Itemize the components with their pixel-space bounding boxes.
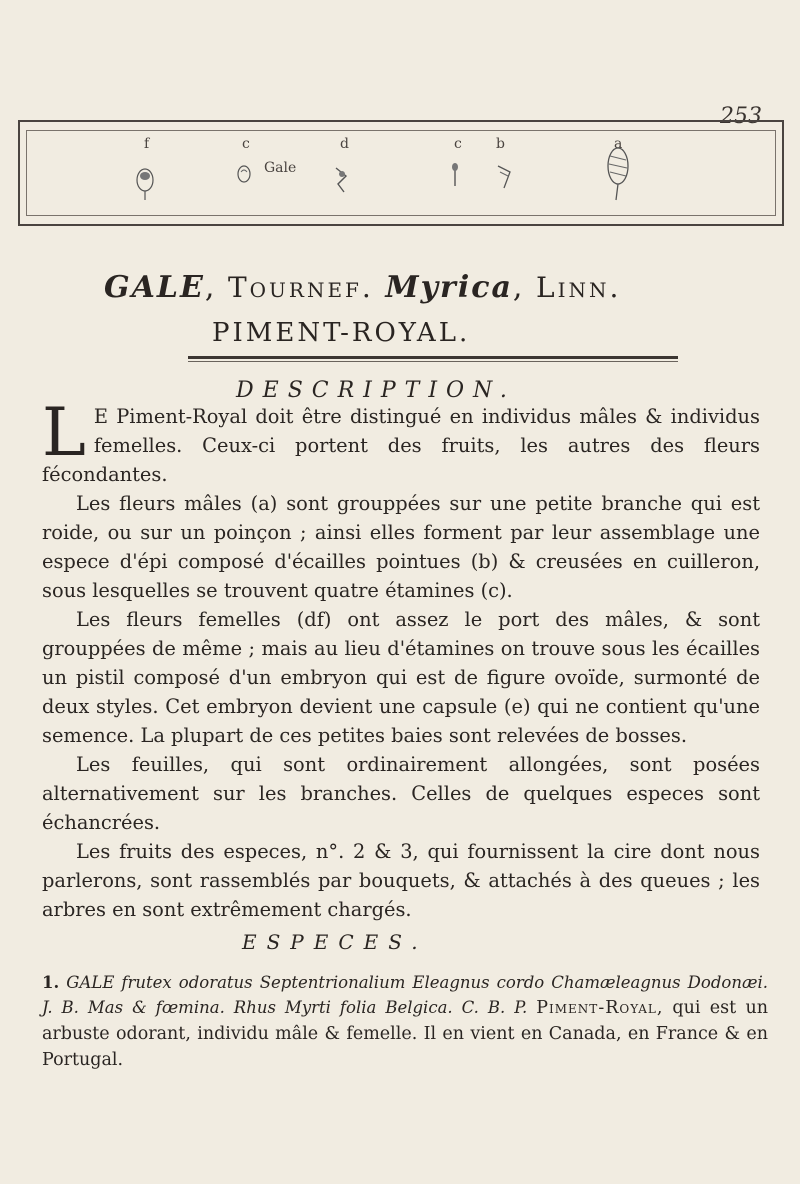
description-title: DESCRIPTION. xyxy=(236,378,516,403)
stamen-drawing xyxy=(446,162,464,192)
common-name-heading: PIMENT-ROYAL. xyxy=(212,318,471,348)
description-body xyxy=(42,394,760,924)
entry-french-name: Piment-Royal, xyxy=(536,998,664,1018)
drop-cap: L xyxy=(42,394,86,471)
article-headline xyxy=(104,270,764,305)
capsule-drawing xyxy=(234,162,254,192)
male-catkin-drawing xyxy=(600,144,640,204)
entry-latin-synonyms: GALE frutex odoratus Septentrionalium Eleagnus cordo Chamæleagnus Dodonæi. J. B. Mas & fœmina. Rhus Myrti folia Belgica. C. B. P. xyxy=(42,973,768,1017)
page-number: 253 xyxy=(720,104,762,129)
genus-name: GALE xyxy=(104,270,205,305)
figure-letter-c1: c xyxy=(242,136,250,152)
female-scale-drawing xyxy=(332,162,352,198)
alt-genus-name: Myrica xyxy=(385,270,513,305)
especes-title: ESPECES. xyxy=(242,930,428,954)
paragraph-1 xyxy=(42,394,760,489)
headline-comma-2: , xyxy=(512,270,525,305)
entry-french-text: qui est un arbuste odorant, individu mâle & femelle. Il en vient en Canada, en France & en Portugal. xyxy=(42,998,769,1070)
figure-letter-d: d xyxy=(340,136,349,152)
author-linnaeus: Linn. xyxy=(536,271,622,304)
author-tournefort: Tournef. xyxy=(227,271,374,304)
paragraph-5: Les fruits des especes, n°. 2 & 3, qui fournissent la cire dont nous parlerons, sont rassemblés par bouquets, & attachés à des queues ; les arbres en sont extrêmement chargés. xyxy=(42,840,760,921)
paragraph-4: Les feuilles, qui sont ordinairement allongées, sont posées alternativement sur les branches. Celles de quelques especes sont échancrées. xyxy=(42,753,760,834)
heading-rule-thin xyxy=(188,361,678,362)
female-flower-drawing xyxy=(132,162,158,202)
species-entry-1 xyxy=(42,970,768,1073)
headline-comma-1: , xyxy=(204,270,217,305)
paragraph-2: Les fleurs mâles (a) sont grouppées sur une petite branche qui est roide, ou sur un poinçon ; ainsi elles forment par leur assemblage une espece d'épi composé d'écailles pointues (b) & creusées en cuilleron, sous lesquelles se trouvent quatre étamines (c). xyxy=(42,492,760,602)
paragraph-3: Les fleurs femelles (df) ont assez le port des mâles, & sont grouppées de même ; mais au lieu d'étamines on trouve sous les écailles un pistil composé d'un embryon qui est de figure ovoïde, surmonté de deux styles. Cet embryon devient une capsule (e) qui ne contient qu'une semence. La plupart de ces petites baies sont relevées de bosses. xyxy=(42,608,760,747)
figure-letter-b: b xyxy=(496,136,505,152)
entry-number: 1. xyxy=(42,973,60,992)
paragraph-1-text: E Piment-Royal doit être distingué en individus mâles & individus femelles. Ceux-ci portent des fruits, les autres des fleurs fécondantes. xyxy=(42,405,760,486)
male-scale-drawing xyxy=(494,162,514,194)
figure-letter-f: f xyxy=(144,136,150,152)
figure-letter-a: a xyxy=(614,136,623,152)
botanical-plate xyxy=(18,120,784,226)
plate-caption: Gale xyxy=(264,160,297,176)
heading-rule xyxy=(188,356,678,359)
figure-letter-c2: c xyxy=(454,136,462,152)
